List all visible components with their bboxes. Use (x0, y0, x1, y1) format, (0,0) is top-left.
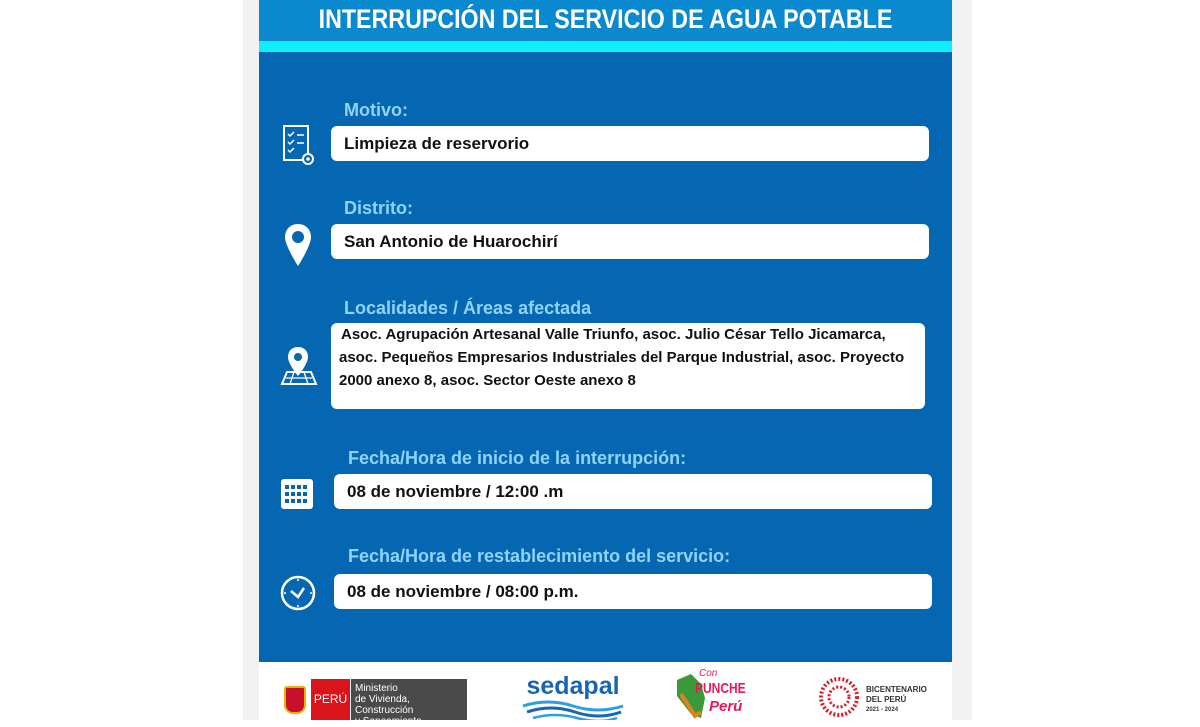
motivo-value: Limpieza de reservorio (344, 134, 530, 153)
ministry-logo (279, 679, 467, 727)
title-band (259, 0, 952, 41)
bicentenario-logo (818, 674, 933, 720)
localidades-line: 2000 anexo 8, asoc. Sector Oeste anexo 8 (339, 372, 636, 389)
peru-coat-of-arms-icon (279, 679, 311, 720)
localidades-line: asoc. Pequeños Empresarios Industriales del Parque Industrial, asoc. Proyecto (339, 349, 905, 366)
inicio-field (334, 474, 932, 509)
accent-stripe (259, 41, 952, 52)
inicio-label: Fecha/Hora de inicio de la interrupción: (348, 448, 687, 468)
peru-label: PERÚ (311, 679, 350, 720)
sedapal-waves-icon (521, 700, 625, 720)
ministry-name (350, 679, 467, 727)
page-margin-left (243, 0, 259, 720)
ministry-line: y Saneamiento (355, 716, 422, 727)
bicentenario-line: 2021 - 2024 (866, 707, 899, 713)
sedapal-wordmark: sedapal (526, 672, 620, 700)
map-pin-icon (283, 222, 313, 268)
punche-mid: PUNCHE (695, 680, 746, 697)
page-title: INTERRUPCIÓN DEL SERVICIO DE AGUA POTABLE (318, 4, 893, 34)
page-margin-right (952, 0, 972, 720)
restablecimiento-value: 08 de noviembre / 08:00 p.m. (347, 582, 579, 601)
con-punche-peru-logo (671, 668, 767, 720)
localidades-label: Localidades / Áreas afectada (344, 298, 592, 318)
map-location-icon (280, 346, 318, 386)
checklist-gear-icon (282, 124, 316, 170)
inicio-value: 08 de noviembre / 12:00 .m (347, 482, 564, 501)
distrito-field (331, 224, 929, 259)
localidades-line: Asoc. Agrupación Artesanal Valle Triunfo, asoc. Julio César Tello Jicamarca, (341, 326, 886, 343)
footer-logos (259, 662, 952, 727)
bicentenario-line: DEL PERÚ (866, 695, 907, 704)
notice-poster (259, 0, 952, 727)
motivo-label: Motivo: (344, 100, 408, 120)
punche-bottom: Perú (709, 698, 743, 715)
localidades-field (331, 323, 925, 409)
bicentenario-text (866, 685, 927, 715)
restablecimiento-field (334, 574, 932, 609)
sedapal-logo (521, 672, 625, 720)
bicentenario-line: BICENTENARIO (866, 685, 927, 694)
distrito-value: San Antonio de Huarochirí (344, 232, 558, 251)
calendar-icon (280, 475, 316, 511)
distrito-label: Distrito: (344, 198, 413, 218)
restablecimiento-label: Fecha/Hora de restablecimiento del servicio: (348, 546, 731, 566)
clock-icon (279, 574, 317, 612)
punche-top: Con (699, 668, 718, 679)
ministry-line: Ministerio (355, 683, 398, 694)
motivo-field (331, 126, 929, 161)
bicentenario-emblem-icon (818, 676, 860, 718)
ministry-line: de Vivienda, Construcción (355, 694, 414, 716)
